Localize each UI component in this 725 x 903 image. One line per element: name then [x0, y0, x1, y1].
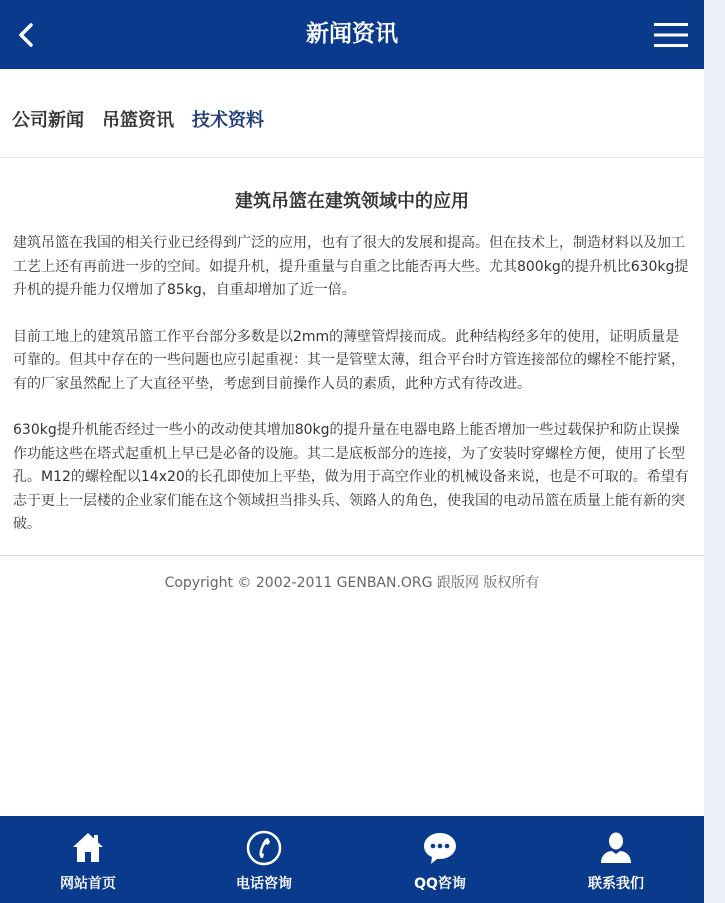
- nav-label-qq: QQ咨询: [414, 876, 466, 892]
- article-title: 建筑吊篮在建筑领域中的应用: [235, 191, 469, 212]
- tab-company-news[interactable]: 公司新闻: [12, 110, 84, 131]
- article-paragraph: 目前工地上的建筑吊篮工作平台部分多数是以2mm的薄壁管焊接而成。此种结构经多年的使用，证明质量是可靠的。但其中存在的一些问题也应引起重视：其一是管壁太薄，组合平台时方管连接部位的螺栓不能拧紧，有的厂家虽然配上了大直径平垫，考虑到目前操作人员的素质，此种方式有待改进。: [13, 328, 685, 392]
- hamburger-menu-icon[interactable]: [654, 21, 688, 49]
- tab-gondola-news[interactable]: 吊篮资讯: [102, 110, 174, 131]
- bottom-nav: [0, 816, 704, 903]
- article-paragraph: 建筑吊篮在我国的相关行业已经得到广泛的应用，也有了很大的发展和提高。但在技术上，制造材料以及加工工艺上还有再前进一步的空间。如提升机，提升重量与自重之比能否再大些。尤其800kg的提升机比630kg提升机的提升能力仅增加了85kg，自重却增加了近一倍。: [13, 235, 689, 298]
- phone-icon: [245, 829, 283, 867]
- home-icon: [69, 829, 107, 867]
- nav-label-phone: 电话咨询: [236, 876, 292, 892]
- top-header: [0, 0, 704, 69]
- divider: [0, 555, 704, 556]
- copyright-text: Copyright © 2002-2011 GENBAN.ORG 跟版网 版权所有: [164, 575, 540, 591]
- nav-item-home[interactable]: [0, 816, 176, 903]
- user-icon: [597, 829, 635, 867]
- tab-technical-docs[interactable]: 技术资料: [192, 110, 264, 131]
- chevron-left-icon[interactable]: [14, 20, 40, 50]
- nav-label-home: 网站首页: [60, 876, 116, 892]
- divider: [0, 157, 704, 158]
- nav-label-contact: 联系我们: [588, 876, 644, 892]
- category-tabs: [12, 106, 264, 132]
- page-title: 新闻资讯: [306, 21, 398, 47]
- article-body: [13, 232, 693, 560]
- chat-bubble-icon: [421, 829, 459, 867]
- nav-item-qq[interactable]: [352, 816, 528, 903]
- article-paragraph: 630kg提升机能否经过一些小的改动使其增加80kg的提升量在电器电路上能否增加一些过载保护和防止误操作功能这些在塔式起重机上早已是必备的设施。其二是底板部分的连接，为了安装时穿螺栓方便，使用了长型孔。M12的螺栓配以14x20的长孔即使加上平垫，做为用于高空作业的机械设备来说，也是不可取的。希望有志于更上一层楼的企业家们能在这个领域担当排头兵、领路人的角色，使我国的电动吊篮在质量上能有新的突破。: [13, 422, 689, 532]
- scrollbar[interactable]: [704, 0, 725, 903]
- nav-item-phone[interactable]: [176, 816, 352, 903]
- nav-item-contact[interactable]: [528, 816, 704, 903]
